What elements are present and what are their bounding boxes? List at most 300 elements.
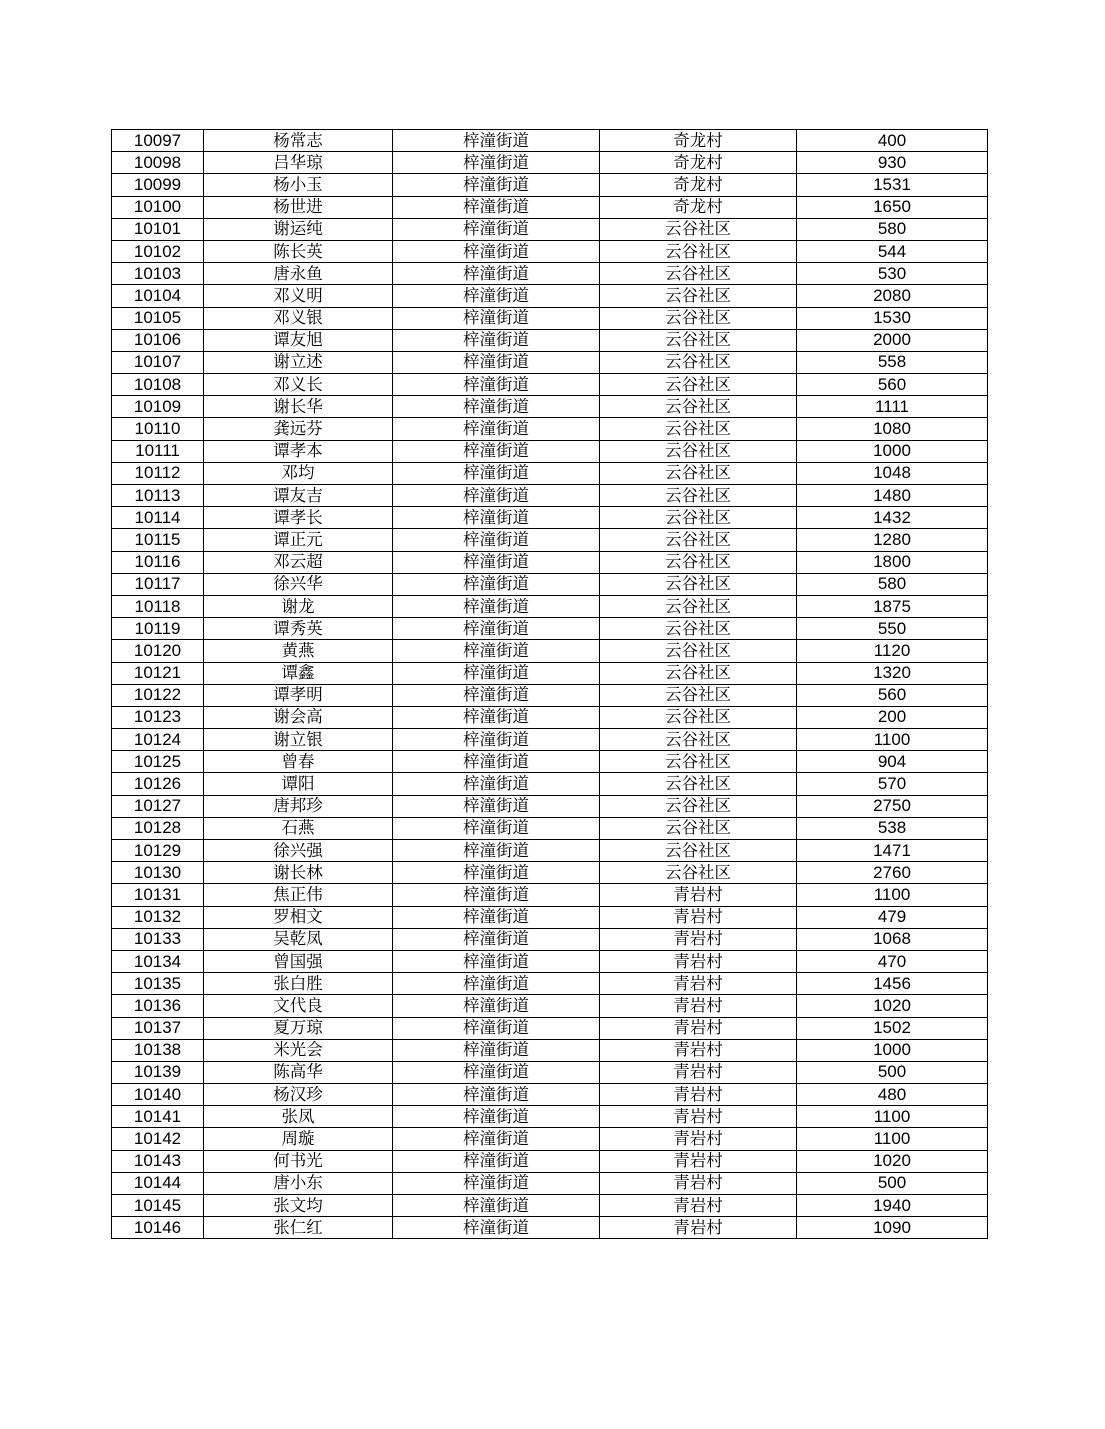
cell-id: 10142 [112, 1128, 204, 1150]
cell-name: 唐永鱼 [204, 263, 393, 285]
cell-street: 梓潼街道 [393, 1106, 600, 1128]
cell-id: 10107 [112, 351, 204, 373]
cell-village: 云谷社区 [600, 595, 797, 617]
cell-amount: 1320 [797, 662, 988, 684]
cell-street: 梓潼街道 [393, 773, 600, 795]
table-row [112, 928, 988, 950]
table-row [112, 1106, 988, 1128]
cell-name: 谭友旭 [204, 329, 393, 351]
cell-amount: 500 [797, 1172, 988, 1194]
cell-id: 10111 [112, 440, 204, 462]
table-row [112, 307, 988, 329]
cell-village: 青岩村 [600, 1217, 797, 1239]
table-row [112, 462, 988, 484]
cell-amount: 1100 [797, 729, 988, 751]
cell-name: 谭孝本 [204, 440, 393, 462]
cell-id: 10112 [112, 462, 204, 484]
cell-amount: 1000 [797, 440, 988, 462]
cell-amount: 580 [797, 218, 988, 240]
cell-street: 梓潼街道 [393, 529, 600, 551]
cell-name: 邓均 [204, 462, 393, 484]
cell-amount: 1068 [797, 928, 988, 950]
cell-amount: 200 [797, 706, 988, 728]
table-row [112, 729, 988, 751]
cell-name: 谭正元 [204, 529, 393, 551]
table-row [112, 595, 988, 617]
cell-amount: 1111 [797, 396, 988, 418]
cell-id: 10145 [112, 1195, 204, 1217]
cell-street: 梓潼街道 [393, 973, 600, 995]
table-row [112, 1128, 988, 1150]
cell-name: 徐兴强 [204, 840, 393, 862]
cell-street: 梓潼街道 [393, 662, 600, 684]
cell-village: 云谷社区 [600, 618, 797, 640]
cell-id: 10110 [112, 418, 204, 440]
cell-amount: 1100 [797, 884, 988, 906]
table-row [112, 1061, 988, 1083]
cell-street: 梓潼街道 [393, 174, 600, 196]
cell-amount: 1471 [797, 840, 988, 862]
cell-amount: 1480 [797, 485, 988, 507]
cell-id: 10128 [112, 817, 204, 839]
table-row [112, 573, 988, 595]
cell-name: 张凤 [204, 1106, 393, 1128]
cell-village: 云谷社区 [600, 817, 797, 839]
data-table [111, 129, 988, 1239]
cell-name: 周璇 [204, 1128, 393, 1150]
cell-name: 张文均 [204, 1195, 393, 1217]
table-row [112, 706, 988, 728]
table-row [112, 174, 988, 196]
cell-amount: 400 [797, 130, 988, 152]
cell-village: 云谷社区 [600, 263, 797, 285]
cell-name: 唐小东 [204, 1172, 393, 1194]
table-row [112, 529, 988, 551]
cell-amount: 1502 [797, 1017, 988, 1039]
cell-village: 云谷社区 [600, 706, 797, 728]
cell-id: 10129 [112, 840, 204, 862]
cell-amount: 1280 [797, 529, 988, 551]
cell-street: 梓潼街道 [393, 374, 600, 396]
cell-id: 10098 [112, 152, 204, 174]
table-body [112, 130, 988, 1239]
table-row [112, 351, 988, 373]
cell-id: 10100 [112, 196, 204, 218]
cell-name: 邓义明 [204, 285, 393, 307]
cell-street: 梓潼街道 [393, 1195, 600, 1217]
cell-amount: 904 [797, 751, 988, 773]
cell-village: 青岩村 [600, 906, 797, 928]
table-row [112, 196, 988, 218]
cell-name: 吴乾凤 [204, 928, 393, 950]
cell-id: 10105 [112, 307, 204, 329]
cell-street: 梓潼街道 [393, 507, 600, 529]
cell-village: 云谷社区 [600, 795, 797, 817]
cell-amount: 558 [797, 351, 988, 373]
cell-street: 梓潼街道 [393, 1017, 600, 1039]
cell-name: 谢运纯 [204, 218, 393, 240]
cell-id: 10143 [112, 1150, 204, 1172]
cell-id: 10136 [112, 995, 204, 1017]
cell-amount: 1048 [797, 462, 988, 484]
cell-street: 梓潼街道 [393, 1172, 600, 1194]
cell-id: 10135 [112, 973, 204, 995]
cell-name: 杨小玉 [204, 174, 393, 196]
cell-village: 云谷社区 [600, 485, 797, 507]
cell-village: 青岩村 [600, 1061, 797, 1083]
cell-amount: 1432 [797, 507, 988, 529]
cell-name: 吕华琼 [204, 152, 393, 174]
cell-id: 10119 [112, 618, 204, 640]
cell-id: 10117 [112, 573, 204, 595]
cell-street: 梓潼街道 [393, 573, 600, 595]
cell-amount: 560 [797, 684, 988, 706]
cell-village: 奇龙村 [600, 174, 797, 196]
cell-village: 青岩村 [600, 1128, 797, 1150]
cell-name: 杨世进 [204, 196, 393, 218]
cell-village: 奇龙村 [600, 130, 797, 152]
cell-street: 梓潼街道 [393, 396, 600, 418]
cell-amount: 1456 [797, 973, 988, 995]
cell-id: 10120 [112, 640, 204, 662]
cell-village: 云谷社区 [600, 307, 797, 329]
cell-id: 10125 [112, 751, 204, 773]
cell-name: 谢立银 [204, 729, 393, 751]
cell-id: 10099 [112, 174, 204, 196]
cell-amount: 1650 [797, 196, 988, 218]
cell-id: 10140 [112, 1084, 204, 1106]
cell-street: 梓潼街道 [393, 218, 600, 240]
table-row [112, 640, 988, 662]
cell-village: 青岩村 [600, 1017, 797, 1039]
cell-village: 青岩村 [600, 1106, 797, 1128]
table-row [112, 906, 988, 928]
cell-amount: 538 [797, 817, 988, 839]
cell-street: 梓潼街道 [393, 595, 600, 617]
cell-id: 10130 [112, 862, 204, 884]
cell-amount: 1940 [797, 1195, 988, 1217]
cell-village: 云谷社区 [600, 329, 797, 351]
cell-village: 云谷社区 [600, 351, 797, 373]
cell-id: 10118 [112, 595, 204, 617]
cell-id: 10141 [112, 1106, 204, 1128]
cell-id: 10127 [112, 795, 204, 817]
cell-village: 云谷社区 [600, 240, 797, 262]
cell-village: 云谷社区 [600, 374, 797, 396]
cell-amount: 1875 [797, 595, 988, 617]
cell-id: 10134 [112, 950, 204, 972]
cell-street: 梓潼街道 [393, 263, 600, 285]
cell-id: 10106 [112, 329, 204, 351]
cell-amount: 2750 [797, 795, 988, 817]
cell-street: 梓潼街道 [393, 817, 600, 839]
cell-id: 10103 [112, 263, 204, 285]
table-row [112, 1172, 988, 1194]
cell-id: 10137 [112, 1017, 204, 1039]
cell-amount: 1000 [797, 1039, 988, 1061]
cell-village: 青岩村 [600, 1084, 797, 1106]
table-row [112, 130, 988, 152]
cell-id: 10132 [112, 906, 204, 928]
cell-name: 谭鑫 [204, 662, 393, 684]
cell-name: 文代良 [204, 995, 393, 1017]
table-row [112, 218, 988, 240]
cell-name: 龚远芬 [204, 418, 393, 440]
cell-amount: 1120 [797, 640, 988, 662]
cell-id: 10124 [112, 729, 204, 751]
table-row [112, 795, 988, 817]
cell-name: 曾春 [204, 751, 393, 773]
cell-name: 谭孝长 [204, 507, 393, 529]
cell-id: 10146 [112, 1217, 204, 1239]
cell-name: 谭秀英 [204, 618, 393, 640]
table-row [112, 662, 988, 684]
cell-village: 云谷社区 [600, 529, 797, 551]
cell-amount: 470 [797, 950, 988, 972]
cell-name: 陈长英 [204, 240, 393, 262]
table-row [112, 751, 988, 773]
cell-name: 谭友吉 [204, 485, 393, 507]
cell-id: 10115 [112, 529, 204, 551]
cell-amount: 930 [797, 152, 988, 174]
cell-id: 10113 [112, 485, 204, 507]
cell-street: 梓潼街道 [393, 240, 600, 262]
cell-amount: 1100 [797, 1128, 988, 1150]
cell-village: 云谷社区 [600, 751, 797, 773]
cell-street: 梓潼街道 [393, 906, 600, 928]
cell-id: 10131 [112, 884, 204, 906]
cell-street: 梓潼街道 [393, 551, 600, 573]
cell-village: 青岩村 [600, 1150, 797, 1172]
cell-id: 10138 [112, 1039, 204, 1061]
cell-street: 梓潼街道 [393, 152, 600, 174]
cell-name: 张白胜 [204, 973, 393, 995]
cell-name: 何书光 [204, 1150, 393, 1172]
table-row [112, 551, 988, 573]
table-row [112, 240, 988, 262]
cell-id: 10101 [112, 218, 204, 240]
table-row [112, 418, 988, 440]
table-row [112, 1084, 988, 1106]
cell-village: 云谷社区 [600, 684, 797, 706]
cell-id: 10114 [112, 507, 204, 529]
cell-id: 10104 [112, 285, 204, 307]
cell-id: 10097 [112, 130, 204, 152]
cell-village: 云谷社区 [600, 640, 797, 662]
cell-id: 10108 [112, 374, 204, 396]
cell-village: 云谷社区 [600, 662, 797, 684]
cell-street: 梓潼街道 [393, 196, 600, 218]
cell-id: 10121 [112, 662, 204, 684]
cell-id: 10122 [112, 684, 204, 706]
cell-street: 梓潼街道 [393, 307, 600, 329]
cell-village: 云谷社区 [600, 773, 797, 795]
cell-id: 10126 [112, 773, 204, 795]
cell-id: 10116 [112, 551, 204, 573]
cell-amount: 479 [797, 906, 988, 928]
cell-name: 唐邦珍 [204, 795, 393, 817]
table-row [112, 1017, 988, 1039]
cell-village: 青岩村 [600, 995, 797, 1017]
cell-village: 云谷社区 [600, 218, 797, 240]
cell-village: 青岩村 [600, 1172, 797, 1194]
table-row [112, 263, 988, 285]
cell-id: 10133 [112, 928, 204, 950]
cell-name: 黄燕 [204, 640, 393, 662]
table-row [112, 862, 988, 884]
cell-village: 云谷社区 [600, 396, 797, 418]
table-row [112, 1195, 988, 1217]
cell-name: 谢立述 [204, 351, 393, 373]
cell-street: 梓潼街道 [393, 285, 600, 307]
cell-name: 米光会 [204, 1039, 393, 1061]
table-row [112, 817, 988, 839]
cell-name: 谭孝明 [204, 684, 393, 706]
cell-street: 梓潼街道 [393, 840, 600, 862]
cell-village: 云谷社区 [600, 729, 797, 751]
cell-street: 梓潼街道 [393, 995, 600, 1017]
cell-village: 青岩村 [600, 950, 797, 972]
cell-amount: 1090 [797, 1217, 988, 1239]
cell-name: 杨汉珍 [204, 1084, 393, 1106]
cell-street: 梓潼街道 [393, 418, 600, 440]
cell-name: 罗相文 [204, 906, 393, 928]
cell-street: 梓潼街道 [393, 729, 600, 751]
cell-street: 梓潼街道 [393, 928, 600, 950]
table-row [112, 285, 988, 307]
cell-amount: 2080 [797, 285, 988, 307]
cell-id: 10102 [112, 240, 204, 262]
cell-street: 梓潼街道 [393, 485, 600, 507]
table-row [112, 950, 988, 972]
cell-amount: 1080 [797, 418, 988, 440]
table-row [112, 1150, 988, 1172]
cell-street: 梓潼街道 [393, 1061, 600, 1083]
table-row [112, 1039, 988, 1061]
cell-amount: 2000 [797, 329, 988, 351]
cell-name: 陈高华 [204, 1061, 393, 1083]
cell-name: 石燕 [204, 817, 393, 839]
table-row [112, 684, 988, 706]
cell-street: 梓潼街道 [393, 795, 600, 817]
cell-name: 谢龙 [204, 595, 393, 617]
table-row [112, 152, 988, 174]
table-row [112, 1217, 988, 1239]
cell-name: 邓云超 [204, 551, 393, 573]
cell-id: 10109 [112, 396, 204, 418]
cell-street: 梓潼街道 [393, 640, 600, 662]
cell-village: 奇龙村 [600, 196, 797, 218]
cell-name: 谢长林 [204, 862, 393, 884]
cell-village: 青岩村 [600, 1039, 797, 1061]
cell-street: 梓潼街道 [393, 684, 600, 706]
cell-amount: 1020 [797, 1150, 988, 1172]
cell-id: 10123 [112, 706, 204, 728]
table-row [112, 884, 988, 906]
table-row [112, 618, 988, 640]
cell-amount: 530 [797, 263, 988, 285]
cell-street: 梓潼街道 [393, 1217, 600, 1239]
cell-village: 奇龙村 [600, 152, 797, 174]
table-row [112, 329, 988, 351]
table-row [112, 840, 988, 862]
cell-amount: 1100 [797, 1106, 988, 1128]
cell-name: 邓义长 [204, 374, 393, 396]
cell-name: 杨常志 [204, 130, 393, 152]
cell-street: 梓潼街道 [393, 618, 600, 640]
cell-village: 云谷社区 [600, 573, 797, 595]
cell-name: 谭阳 [204, 773, 393, 795]
cell-village: 青岩村 [600, 1195, 797, 1217]
cell-street: 梓潼街道 [393, 950, 600, 972]
cell-street: 梓潼街道 [393, 1039, 600, 1061]
cell-amount: 1800 [797, 551, 988, 573]
cell-amount: 570 [797, 773, 988, 795]
cell-village: 云谷社区 [600, 285, 797, 307]
cell-amount: 550 [797, 618, 988, 640]
cell-name: 邓义银 [204, 307, 393, 329]
cell-amount: 1531 [797, 174, 988, 196]
cell-village: 云谷社区 [600, 462, 797, 484]
cell-name: 徐兴华 [204, 573, 393, 595]
table-row [112, 485, 988, 507]
cell-street: 梓潼街道 [393, 351, 600, 373]
cell-street: 梓潼街道 [393, 462, 600, 484]
table-row [112, 440, 988, 462]
cell-street: 梓潼街道 [393, 862, 600, 884]
table-row [112, 396, 988, 418]
cell-amount: 1530 [797, 307, 988, 329]
cell-name: 谢会高 [204, 706, 393, 728]
table-row [112, 995, 988, 1017]
cell-street: 梓潼街道 [393, 884, 600, 906]
table-row [112, 507, 988, 529]
cell-amount: 500 [797, 1061, 988, 1083]
cell-street: 梓潼街道 [393, 1084, 600, 1106]
cell-amount: 1020 [797, 995, 988, 1017]
cell-village: 青岩村 [600, 973, 797, 995]
cell-id: 10144 [112, 1172, 204, 1194]
cell-id: 10139 [112, 1061, 204, 1083]
cell-village: 云谷社区 [600, 551, 797, 573]
cell-amount: 544 [797, 240, 988, 262]
cell-street: 梓潼街道 [393, 751, 600, 773]
cell-name: 夏万琼 [204, 1017, 393, 1039]
cell-village: 云谷社区 [600, 840, 797, 862]
cell-amount: 2760 [797, 862, 988, 884]
cell-village: 云谷社区 [600, 418, 797, 440]
cell-village: 云谷社区 [600, 440, 797, 462]
table-row [112, 973, 988, 995]
cell-name: 曾国强 [204, 950, 393, 972]
cell-name: 谢长华 [204, 396, 393, 418]
table-row [112, 773, 988, 795]
table-row [112, 374, 988, 396]
cell-amount: 560 [797, 374, 988, 396]
cell-village: 青岩村 [600, 928, 797, 950]
cell-village: 云谷社区 [600, 862, 797, 884]
cell-amount: 580 [797, 573, 988, 595]
cell-street: 梓潼街道 [393, 706, 600, 728]
cell-village: 云谷社区 [600, 507, 797, 529]
cell-name: 焦正伟 [204, 884, 393, 906]
cell-street: 梓潼街道 [393, 329, 600, 351]
cell-amount: 480 [797, 1084, 988, 1106]
cell-street: 梓潼街道 [393, 440, 600, 462]
cell-street: 梓潼街道 [393, 1150, 600, 1172]
cell-street: 梓潼街道 [393, 130, 600, 152]
cell-street: 梓潼街道 [393, 1128, 600, 1150]
